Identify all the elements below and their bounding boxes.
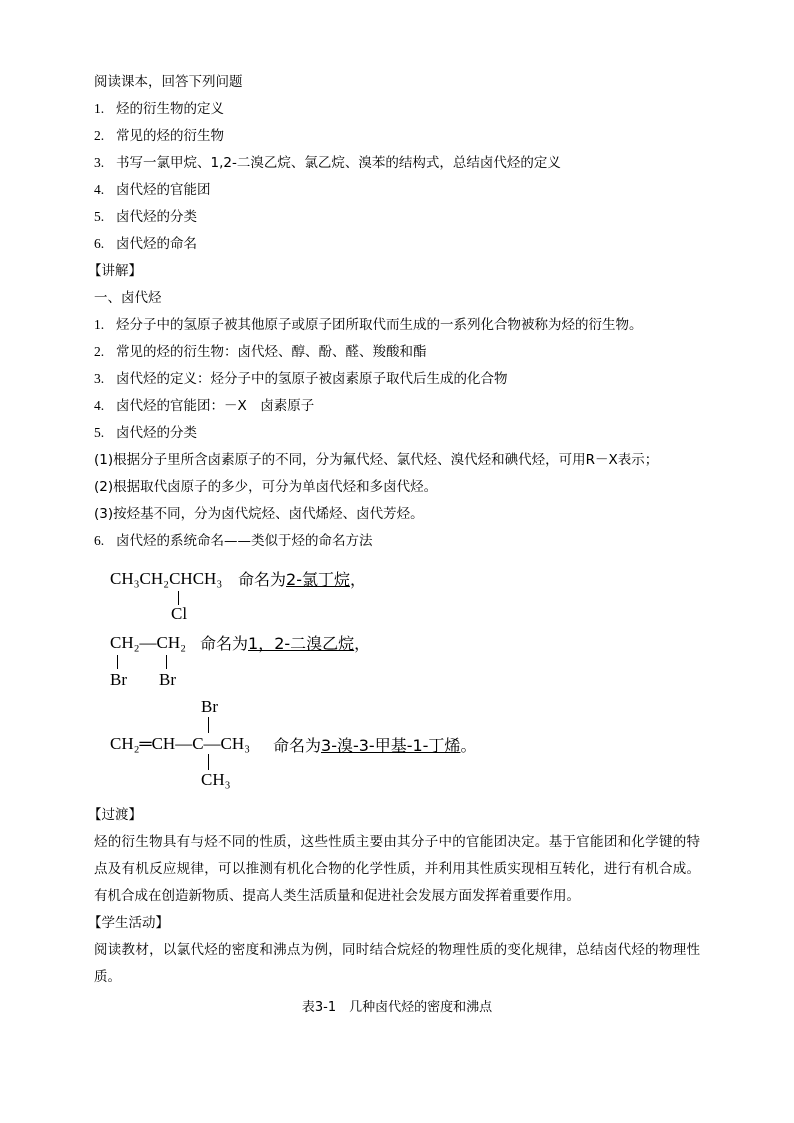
question-number: 4.	[94, 182, 105, 197]
question-text: 卤代烃的官能团	[116, 182, 211, 198]
lecture-point	[94, 370, 508, 388]
substituent-br: Br	[110, 670, 127, 689]
point-number: 2.	[94, 344, 105, 359]
bond-line	[208, 717, 209, 733]
question-item	[94, 235, 197, 253]
intro-heading: 阅读课本，回答下列问题	[94, 74, 243, 90]
point-number: 5.	[94, 425, 105, 440]
point-number: 3.	[94, 371, 105, 386]
point-text: 卤代烃的定义：烃分子中的氢原子被卤素原子取代后生成的化合物	[116, 371, 508, 387]
formula-main: CH₂—CH₂	[110, 633, 187, 652]
lecture-point	[94, 343, 427, 361]
substituent-ch3: CH₃	[201, 770, 231, 789]
point-number: 6.	[94, 533, 105, 548]
question-item	[94, 127, 224, 145]
formula-main: CH₂═CH—C—CH₃	[110, 734, 251, 753]
classification-item: (2)根据取代卤原子的多少，可分为单卤代烃和多卤代烃。	[94, 479, 438, 495]
formula-name: 命名为1，2-二溴乙烷，	[200, 634, 371, 653]
question-text: 卤代烃的命名	[116, 236, 197, 252]
question-text: 烃的衍生物的定义	[116, 101, 224, 117]
lecture-point	[94, 532, 373, 550]
point-text: 烃分子中的氢原子被其他原子或原子团所取代而生成的一系列化合物被称为烃的衍生物。	[116, 317, 643, 333]
point-text: 常见的烃的衍生物：卤代烃、醇、酚、醛、羧酸和酯	[116, 344, 427, 360]
classification-item: (1)根据分子里所含卤素原子的不同，分为氟代烃、氯代烃、溴代烃和碘代烃，可用R－X表示；	[94, 452, 659, 468]
formula-dibromoethane	[110, 633, 186, 653]
transition-paragraph: 烃的衍生物具有与烃不同的性质，这些性质主要由其分子中的官能团决定。基于官能团和化学键的特点及有机反应规律，可以推测有机化合物的化学性质，并利用其性质实现相互转化，进行有机合成。有机合成在创造新物质、提高人类生活质量和促进社会发展方面发挥着重要作用。	[94, 834, 700, 904]
classification-item: (3)按烃基不同，分为卤代烷烃、卤代烯烃、卤代芳烃。	[94, 506, 424, 522]
question-item	[94, 154, 561, 172]
table-caption: 表3-1 几种卤代烃的密度和沸点	[301, 1000, 493, 1015]
substituent-br: Br	[159, 670, 176, 689]
substituent-cl: Cl	[171, 604, 188, 623]
activity-paragraph: 阅读教材，以氯代烃的密度和沸点为例，同时结合烷烃的物理性质的变化规律，总结卤代烃的物理性质。	[94, 942, 700, 985]
question-item	[94, 208, 197, 226]
formula-name: 命名为2-氯丁烷，	[238, 570, 366, 589]
section-title: 一、卤代烃	[94, 290, 162, 306]
point-text: 卤代烃的系统命名——类似于烃的命名方法	[116, 533, 373, 549]
question-text: 常见的烃的衍生物	[116, 128, 224, 144]
formula-bromomethylbutene	[110, 734, 250, 754]
substituent-br: Br	[201, 697, 218, 716]
lecture-label: 【讲解】	[88, 263, 142, 279]
point-text: 卤代烃的官能团：－X 卤素原子	[116, 398, 315, 414]
formula-main: CH₃CH₂CHCH₃	[110, 569, 223, 588]
bond-line	[208, 754, 209, 770]
question-item	[94, 181, 211, 199]
question-number: 3.	[94, 155, 105, 170]
point-number: 1.	[94, 317, 105, 332]
question-item	[94, 100, 224, 118]
bond-line	[117, 655, 118, 669]
point-number: 4.	[94, 398, 105, 413]
transition-label: 【过渡】	[88, 807, 142, 823]
formula-name: 命名为3-溴-3-甲基-1-丁烯。	[273, 736, 477, 755]
question-number: 6.	[94, 236, 105, 251]
formula-2-chlorobutane	[110, 569, 222, 589]
activity-label: 【学生活动】	[88, 915, 169, 931]
lecture-point	[94, 316, 643, 334]
question-number: 2.	[94, 128, 105, 143]
question-text: 卤代烃的分类	[116, 209, 197, 225]
question-number: 1.	[94, 101, 105, 116]
point-text: 卤代烃的分类	[116, 425, 197, 441]
bond-line	[178, 591, 179, 605]
lecture-point	[94, 397, 314, 415]
question-number: 5.	[94, 209, 105, 224]
bond-line	[166, 655, 167, 669]
lecture-point	[94, 424, 197, 442]
question-text: 书写一氯甲烷、1,2-二溴乙烷、氯乙烷、溴苯的结构式，总结卤代烃的定义	[116, 155, 561, 171]
